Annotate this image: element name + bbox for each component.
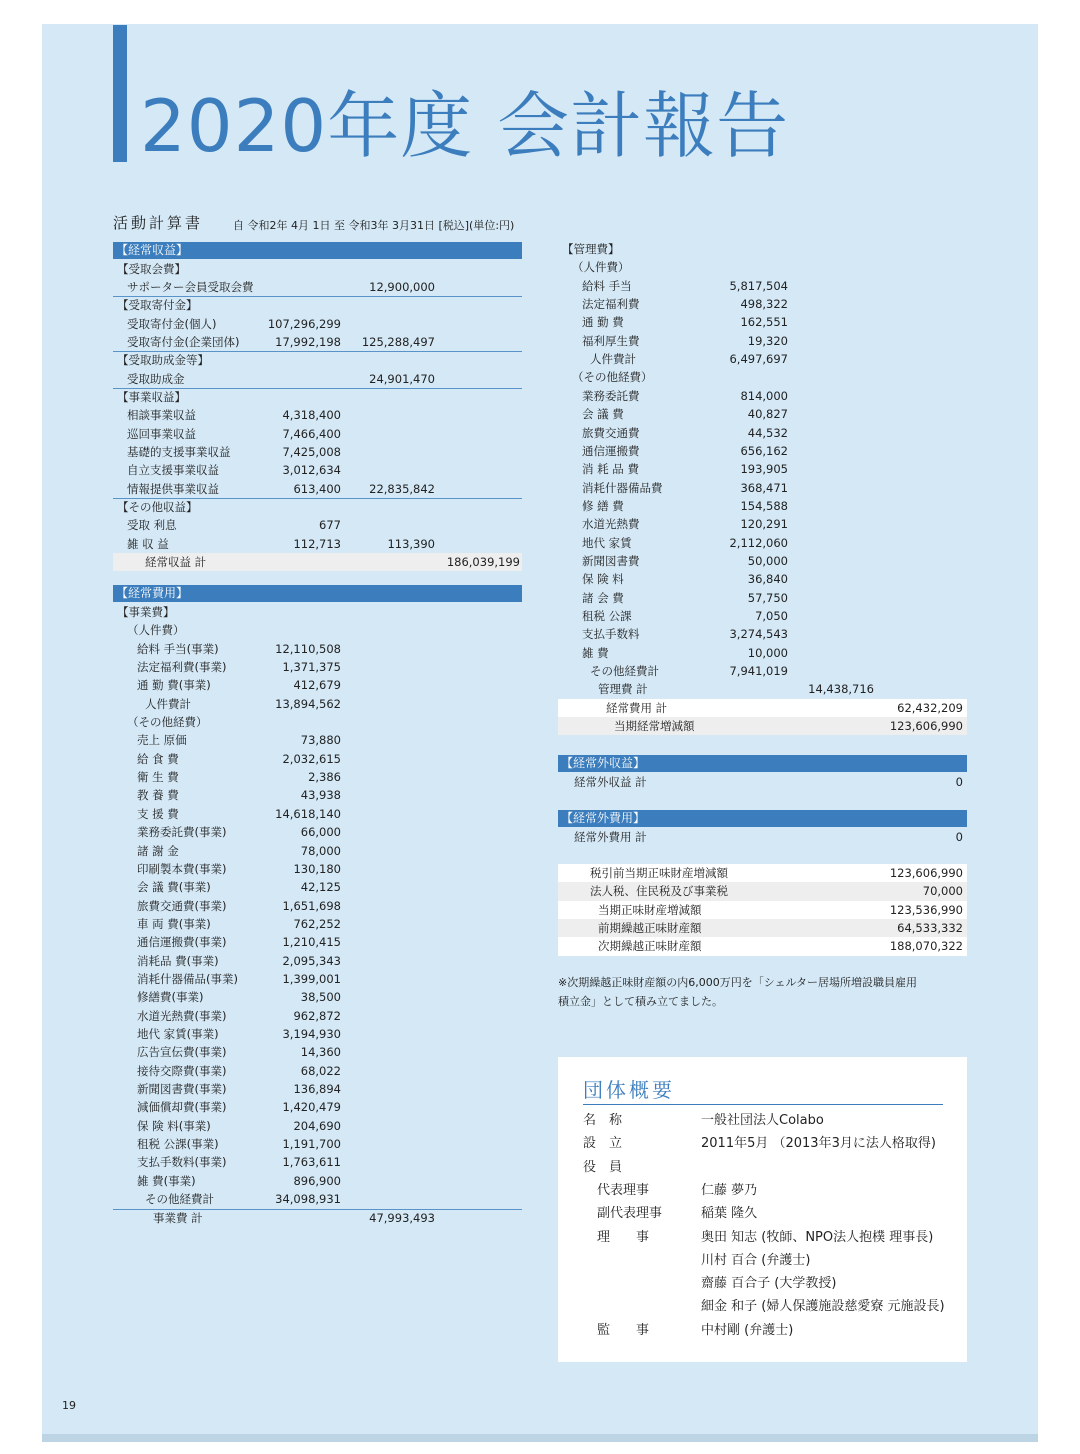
row-value: 73,880 [300, 733, 341, 748]
overview-key: 監 事 [597, 1322, 650, 1338]
row-label: 給 食 費 [137, 751, 179, 766]
row-value: 113,390 [387, 536, 435, 551]
title-accent-bar [113, 25, 127, 162]
table-row [558, 570, 967, 588]
table-row [558, 313, 967, 331]
row-label: 水道光熱費 [582, 517, 640, 532]
table-row [113, 406, 522, 424]
row-value: 896,900 [293, 1173, 341, 1188]
row-label: 福利厚生費 [582, 333, 640, 348]
row-label: 保 険 料 [582, 572, 624, 587]
row-value: 24,901,470 [369, 371, 435, 386]
extraordinary-income-total-label: 経常外収益 計 [574, 775, 647, 789]
row-label: 車 両 費(事業) [137, 916, 211, 931]
row-label: 雑 費(事業) [137, 1173, 196, 1188]
table-row [558, 368, 967, 386]
row-label: （その他経費） [127, 715, 208, 730]
row-label: 通 勤 費(事業) [137, 678, 211, 693]
table-row [113, 970, 522, 988]
row-label: 情報提供事業収益 [127, 481, 219, 496]
row-label: その他経費計 [145, 1192, 214, 1207]
row-value: 7,466,400 [282, 426, 341, 441]
overview-value: 中村剛 (弁護士) [701, 1322, 794, 1338]
row-label: 支払手数料 [582, 627, 640, 642]
extraordinary-income-total [558, 773, 967, 791]
row-label: 広告宣伝費(事業) [137, 1045, 227, 1060]
table-row [558, 497, 967, 515]
row-value: 2,112,060 [729, 535, 788, 550]
table-row [558, 295, 967, 313]
table-row [558, 680, 967, 698]
overview-key: 理 事 [597, 1229, 650, 1245]
row-value: 2,095,343 [282, 953, 341, 968]
table-row [113, 425, 522, 443]
row-label: 通信運搬費(事業) [137, 935, 227, 950]
table-row [558, 332, 967, 350]
table-row [558, 350, 967, 368]
row-label: 会 議 費(事業) [137, 880, 211, 895]
row-value: 38,500 [300, 990, 341, 1005]
footnote-line-2: 積立金」として積み立てました。 [558, 995, 723, 1008]
row-label: 会 議 費 [582, 407, 624, 422]
row-label: 【管理費】 [562, 242, 620, 256]
row-value: 154,588 [740, 498, 788, 513]
page-title: 2020年度 会計報告 [140, 84, 790, 168]
table-row [113, 370, 522, 388]
row-value: 57,750 [747, 590, 788, 605]
table-row [113, 640, 522, 658]
overview-key: 副代表理事 [597, 1206, 663, 1222]
extraordinary-expense-total [558, 828, 967, 846]
table-row [558, 625, 967, 643]
table-row [558, 662, 967, 680]
row-label: 旅費交通費 [582, 425, 640, 440]
table-row [113, 553, 522, 571]
overview-value: 齋藤 百合子 (大学教授) [701, 1276, 837, 1292]
row-value: 10,000 [747, 645, 788, 660]
statement-period: 自 令和2年 4月 1日 至 令和3年 3月31日 [税込](単位:円) [233, 219, 515, 232]
table-row [558, 405, 967, 423]
table-row [113, 480, 522, 498]
summary-value: 123,536,990 [889, 902, 963, 917]
table-row [113, 1117, 522, 1135]
row-label: 租税 公課 [582, 609, 632, 623]
row-value: 19,320 [747, 333, 788, 348]
overview-title-underline [583, 1104, 943, 1105]
row-value: 14,438,716 [808, 682, 874, 697]
table-row [113, 842, 522, 860]
row-label: 受取助成金 [127, 371, 185, 386]
overview-value: 仁藤 夢乃 [701, 1182, 758, 1198]
row-value: 962,872 [293, 1008, 341, 1023]
row-value: 44,532 [747, 425, 788, 440]
summary-value: 188,070,322 [889, 939, 963, 954]
row-value: 7,941,019 [729, 664, 788, 679]
row-label: 消耗品 費(事業) [137, 953, 219, 968]
table-row [558, 699, 967, 717]
table-row [113, 676, 522, 694]
table-row [113, 1007, 522, 1025]
row-value: 613,400 [293, 481, 341, 496]
row-value: 656,162 [740, 443, 788, 458]
row-value: 107,296,299 [267, 316, 341, 331]
table-row [113, 1062, 522, 1080]
row-value: 78,000 [300, 843, 341, 858]
table-row [113, 535, 522, 553]
table-row [113, 443, 522, 461]
row-label: 旅費交通費(事業) [137, 898, 227, 913]
table-row [113, 915, 522, 933]
overview-value: 2011年5月 （2013年3月に法人格取得) [701, 1136, 936, 1152]
summary-label: 次期繰越正味財産額 [598, 939, 702, 954]
table-row [113, 603, 522, 621]
row-label: 水道光熱費(事業) [137, 1008, 227, 1023]
row-value: 186,039,199 [446, 555, 520, 570]
table-row [113, 333, 522, 351]
footnote [558, 973, 917, 1011]
table-row [558, 534, 967, 552]
row-value: 125,288,497 [361, 334, 435, 349]
summary-value: 70,000 [922, 884, 963, 899]
row-label: 受取寄付金(個人) [127, 316, 217, 331]
summary-label: 税引前当期正味財産増減額 [590, 866, 728, 880]
row-label: 【事業収益】 [117, 389, 186, 404]
table-row [113, 1172, 522, 1190]
row-label: 当期経常増減額 [614, 719, 695, 734]
row-value: 7,425,008 [282, 445, 341, 459]
row-value: 68,022 [300, 1063, 341, 1078]
row-value: 1,651,698 [282, 898, 341, 913]
table-row [113, 1025, 522, 1043]
row-label: 諸 謝 金 [137, 843, 179, 858]
table-row [113, 1153, 522, 1171]
row-value: 66,000 [300, 825, 341, 840]
extraordinary-expense-total-label: 経常外費用 計 [574, 830, 647, 844]
row-label: 【事業費】 [117, 604, 175, 619]
table-row [113, 278, 522, 296]
row-label: 諸 会 費 [582, 590, 624, 605]
row-label: 【受取会費】 [117, 261, 186, 276]
row-value: 4,318,400 [282, 408, 341, 423]
row-label: 支払手数料(事業) [137, 1155, 227, 1170]
row-label: 受取寄付金(企業団体) [127, 334, 240, 349]
row-label: 雑 費 [582, 645, 609, 660]
footnote-line-1: ※次期繰越正味財産額の内6,000万円を「シェルター居場所増設職員雇用 [558, 976, 918, 989]
row-value: 50,000 [747, 553, 788, 568]
table-row [113, 860, 522, 878]
row-label: 保 険 料(事業) [137, 1118, 211, 1133]
row-value: 5,817,504 [729, 278, 788, 293]
table-row [113, 516, 522, 534]
row-value: 762,252 [293, 916, 341, 931]
table-row [113, 498, 522, 516]
overview-key: 名 称 [583, 1113, 623, 1128]
row-value: 412,679 [293, 678, 341, 693]
table-row [113, 1098, 522, 1116]
row-label: 消 耗 品 費 [582, 462, 639, 477]
row-label: 減価償却費(事業) [137, 1100, 227, 1115]
row-value: 2,032,615 [282, 751, 341, 766]
row-label: 法定福利費 [582, 297, 640, 312]
row-value: 34,098,931 [275, 1192, 341, 1207]
table-row [113, 897, 522, 915]
table-row [558, 240, 967, 258]
overview-value: 一般社団法人Colabo [701, 1113, 824, 1128]
summary-row [558, 937, 967, 955]
row-value: 7,050 [755, 609, 788, 623]
overview-key: 設 立 [583, 1136, 623, 1152]
table-row [558, 644, 967, 662]
row-value: 14,360 [300, 1045, 341, 1060]
row-label: 地代 家賃(事業) [137, 1027, 219, 1041]
table-row [558, 589, 967, 607]
row-label: 給料 手当(事業) [137, 641, 219, 656]
row-value: 162,551 [740, 315, 788, 330]
summary-row [558, 864, 967, 882]
row-label: その他経費計 [590, 664, 659, 679]
row-value: 130,180 [293, 861, 341, 876]
row-value: 3,194,930 [282, 1027, 341, 1041]
table-row [113, 933, 522, 951]
row-value: 498,322 [740, 297, 788, 312]
row-label: 地代 家賃 [582, 535, 632, 550]
extraordinary-expense-header: 【経常外費用】 [558, 810, 967, 827]
table-row [113, 351, 522, 369]
table-row [558, 258, 967, 276]
row-label: 印刷製本費(事業) [137, 861, 227, 876]
row-label: 巡回事業収益 [127, 426, 196, 441]
row-value: 1,191,700 [282, 1137, 341, 1152]
row-label: 自立支援事業収益 [127, 463, 219, 478]
table-row [113, 750, 522, 768]
row-value: 1,371,375 [282, 660, 341, 674]
table-row [113, 1080, 522, 1098]
overview-key: 役 員 [583, 1159, 623, 1175]
section-header-0: 【経常収益】 [113, 242, 522, 259]
row-value: 40,827 [747, 407, 788, 422]
table-row [113, 731, 522, 749]
row-value: 3,012,634 [282, 463, 341, 478]
table-row [113, 1135, 522, 1153]
table-row [113, 315, 522, 333]
table-row [113, 461, 522, 479]
row-label: 基礎的支援事業収益 [127, 445, 231, 459]
row-value: 193,905 [740, 462, 788, 477]
row-label: 法定福利費(事業) [137, 660, 227, 674]
row-label: サポーター会員受取会費 [127, 279, 254, 294]
row-label: 【受取助成金等】 [117, 353, 209, 368]
row-value: 6,497,697 [729, 352, 788, 367]
row-label: 業務委託費(事業) [137, 825, 227, 840]
row-label: 人件費計 [590, 352, 636, 367]
table-row [113, 1043, 522, 1061]
table-row [558, 277, 967, 295]
row-value: 13,894,562 [275, 696, 341, 711]
row-label: （その他経費） [572, 370, 653, 385]
row-value: 36,840 [747, 572, 788, 587]
row-value: 112,713 [293, 536, 341, 551]
table-row [558, 717, 967, 735]
row-value: 120,291 [740, 517, 788, 532]
row-label: 接待交際費(事業) [137, 1063, 227, 1078]
table-row [113, 695, 522, 713]
row-value: 204,690 [293, 1118, 341, 1133]
row-value: 2,386 [308, 770, 341, 785]
row-value: 1,420,479 [282, 1100, 341, 1115]
row-label: 相談事業収益 [127, 408, 196, 423]
row-value: 43,938 [300, 788, 341, 803]
table-row [113, 823, 522, 841]
section-header-19: 【経常費用】 [113, 585, 522, 602]
summary-value: 64,533,332 [897, 921, 963, 936]
row-label: （人件費） [127, 623, 185, 638]
row-value: 62,432,209 [897, 700, 963, 715]
summary-value: 123,606,990 [889, 866, 963, 880]
organization-overview-title: 団体概要 [583, 1078, 675, 1102]
table-row [558, 424, 967, 442]
row-label: 通信運搬費 [582, 443, 640, 458]
row-value: 42,125 [300, 880, 341, 895]
table-row [113, 805, 522, 823]
row-label: 【受取寄付金】 [117, 298, 198, 313]
overview-key: 代表理事 [597, 1182, 650, 1198]
row-value: 368,471 [740, 480, 788, 495]
row-label: 租税 公課(事業) [137, 1137, 219, 1152]
row-label: 衛 生 費 [137, 770, 179, 785]
row-label: 修繕費(事業) [137, 990, 204, 1005]
table-row [113, 713, 522, 731]
row-label: 業務委託費 [582, 388, 640, 403]
row-label: 経常収益 計 [145, 555, 207, 570]
table-row [113, 952, 522, 970]
row-label: 管理費 計 [598, 682, 648, 697]
row-label: 売上 原価 [137, 733, 187, 748]
row-label: 修 繕 費 [582, 498, 624, 513]
table-row [558, 460, 967, 478]
row-value: 22,835,842 [369, 481, 435, 496]
row-value: 1,763,611 [282, 1155, 341, 1170]
summary-row [558, 901, 967, 919]
row-label: （人件費） [572, 260, 630, 275]
row-label: 新聞図書費(事業) [137, 1082, 227, 1097]
row-label: 支 援 費 [137, 806, 179, 821]
row-label: 新聞図書費 [582, 553, 640, 568]
table-row [558, 515, 967, 533]
table-row [558, 442, 967, 460]
row-value: 3,274,543 [729, 627, 788, 642]
row-label: 受取 利息 [127, 518, 177, 533]
row-label: 経常費用 計 [606, 700, 668, 715]
page-edge-shadow [42, 1434, 1038, 1442]
table-row [113, 296, 522, 314]
summary-row [558, 919, 967, 937]
table-row [113, 621, 522, 639]
overview-value: 川村 百合 (弁護士) [701, 1252, 811, 1268]
row-value: 1,210,415 [282, 935, 341, 950]
table-row [113, 1209, 522, 1227]
page-number: 19 [62, 1399, 76, 1412]
table-row [113, 988, 522, 1006]
summary-label: 当期正味財産増減額 [598, 902, 702, 917]
row-value: 1,399,001 [282, 971, 341, 986]
table-row [113, 658, 522, 676]
table-row [558, 387, 967, 405]
row-label: 雑 収 益 [127, 536, 169, 551]
extraordinary-expense-total-value: 0 [955, 830, 963, 844]
statement-title: 活動計算書 [113, 214, 204, 232]
row-label: 教 養 費 [137, 788, 179, 803]
summary-label: 前期繰越正味財産額 [598, 921, 702, 936]
table-row [113, 388, 522, 406]
table-row [113, 1190, 522, 1208]
row-value: 17,992,198 [275, 334, 341, 349]
table-row [113, 768, 522, 786]
row-value: 136,894 [293, 1082, 341, 1097]
row-label: 事業費 計 [153, 1210, 203, 1225]
row-value: 814,000 [740, 388, 788, 403]
summary-label: 法人税、住民税及び事業税 [590, 884, 728, 899]
row-label: 人件費計 [145, 696, 191, 711]
table-row [113, 260, 522, 278]
table-row [558, 607, 967, 625]
row-label: 給料 手当 [582, 278, 632, 293]
summary-row [558, 882, 967, 900]
row-label: 通 勤 費 [582, 315, 624, 330]
overview-value: 奥田 知志 (牧師、NPO法人抱樸 理事長) [701, 1229, 934, 1245]
row-value: 677 [319, 518, 341, 533]
extraordinary-income-header: 【経常外収益】 [558, 755, 967, 772]
overview-value: 細金 和子 (婦人保護施設慈愛寮 元施設長) [701, 1299, 945, 1315]
row-value: 123,606,990 [889, 719, 963, 734]
overview-value: 稲葉 隆久 [701, 1206, 758, 1222]
row-label: 【その他収益】 [117, 500, 198, 515]
row-value: 14,618,140 [275, 806, 341, 821]
extraordinary-income-total-value: 0 [955, 775, 963, 789]
row-value: 12,900,000 [369, 279, 435, 294]
row-value: 12,110,508 [275, 641, 341, 656]
table-row [113, 878, 522, 896]
row-label: 消耗什器備品費 [582, 480, 663, 495]
table-row [113, 786, 522, 804]
row-value: 47,993,493 [369, 1210, 435, 1225]
table-row [558, 479, 967, 497]
row-label: 消耗什器備品(事業) [137, 971, 238, 986]
table-row [558, 552, 967, 570]
